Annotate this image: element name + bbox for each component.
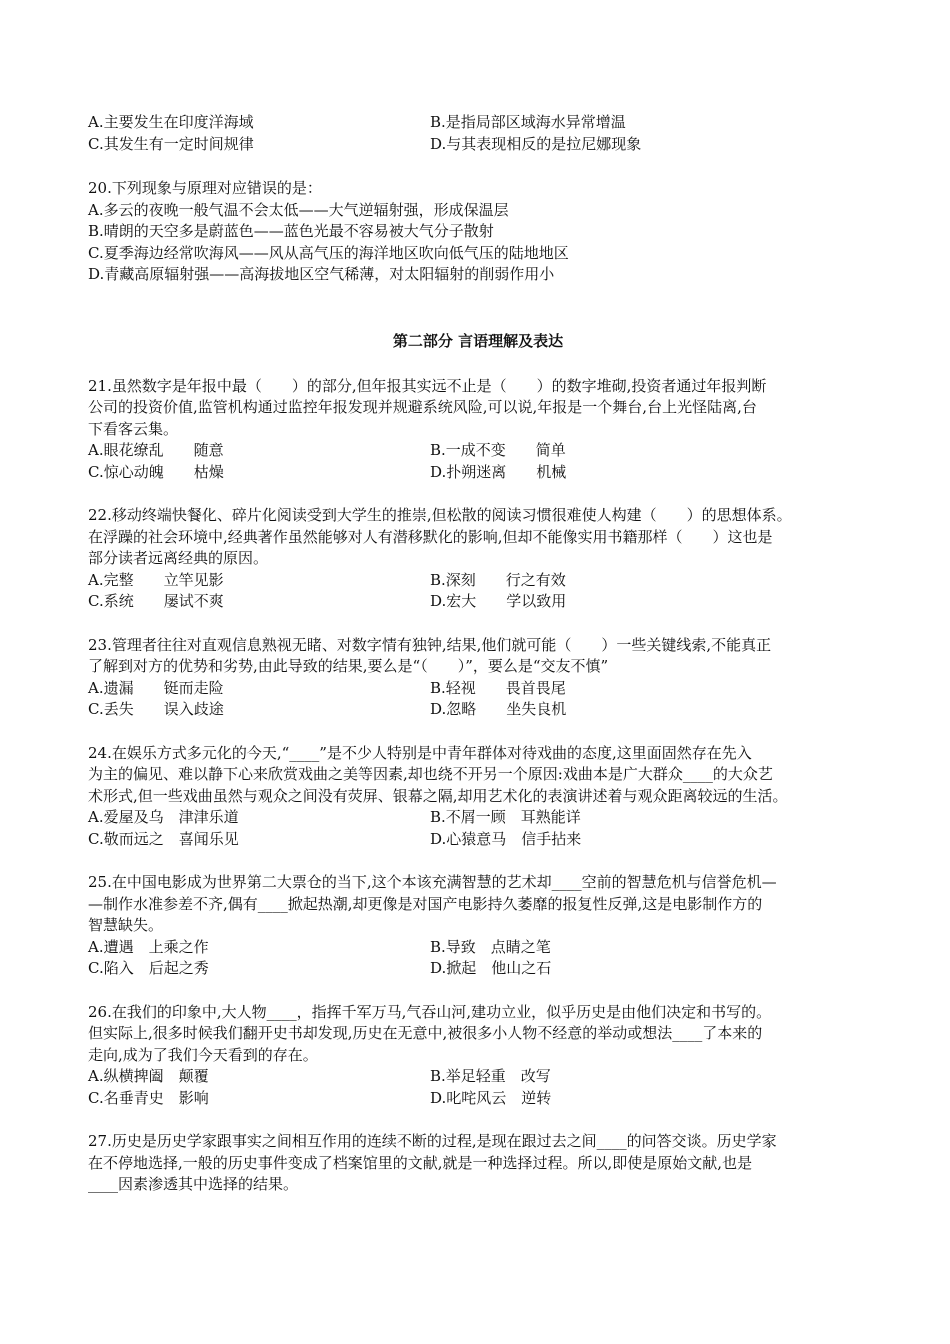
option-d: D.叱咤风云 逆转 [430, 1088, 552, 1107]
option-d: D.扑朔迷离 机械 [430, 462, 567, 481]
q19-options [88, 112, 868, 155]
question-24 [88, 743, 868, 851]
option-a: A.眼花缭乱 随意 [88, 441, 224, 459]
q19-option-b: B.是指局部区域海水异常增温 [430, 113, 626, 131]
question-stem-line: 公司的投资价值,监管机构通过监控年报发现并规避系统风险,可以说,年报是一个舞台,台上光怪陆离,台 [88, 398, 757, 416]
question-stem-line: 走向,成为了我们今天看到的存在。 [88, 1045, 318, 1064]
question-options [88, 440, 868, 483]
option-c: C.名垂青史 影响 [88, 1088, 209, 1107]
question-options [88, 807, 868, 850]
q19-option-a: A.主要发生在印度洋海域 [88, 113, 254, 131]
question-stem-line: 术形式,但一些戏曲虽然与观众之间没有荧屏、银幕之隔,却用艺术化的表演讲述着与观众距离较远的生活。 [88, 786, 788, 805]
question-23 [88, 635, 868, 721]
question-26 [88, 1002, 868, 1110]
option-c: C.敬而远之 喜闻乐见 [88, 829, 239, 848]
option-d: D.青藏高原辐射强——高海拔地区空气稀薄，对太阳辐射的削弱作用小 [88, 265, 555, 283]
question-21 [88, 376, 868, 484]
option-c: C.陷入 后起之秀 [88, 959, 209, 977]
question-22 [88, 505, 868, 613]
question-stem: 20.下列现象与原理对应错误的是： [88, 179, 322, 197]
question-stem-line: 了解到对方的优势和劣势,由此导致的结果,要么是“（ ）”，要么是“交友不慎” [88, 657, 609, 675]
question-stem-line: 21.虽然数字是年报中最（ ）的部分,但年报其实远不止是（ ）的数字堆砌,投资者通过年报判断 [88, 376, 767, 395]
option-c: C.惊心动魄 枯燥 [88, 462, 224, 481]
question-stem-line: 下看客云集。 [88, 419, 179, 438]
q19-option-d: D.与其表现相反的是拉尼娜现象 [430, 134, 642, 153]
question-stem-line: —制作水准参差不齐,偶有____掀起热潮,却更像是对国产电影持久萎靡的报复性反弹,这是电影制作方的 [88, 894, 763, 913]
question-stem-line: 25.在中国电影成为世界第二大票仓的当下,这个本该充满智慧的艺术却____空前的智慧危机与信誉危机— [88, 873, 777, 891]
option-d: D.宏大 学以致用 [430, 592, 567, 610]
question-stem-line: 22.移动终端快餐化、碎片化阅读受到大学生的推崇,但松散的阅读习惯很难使人构建（ ）的思想体系。 [88, 506, 792, 524]
option-b: B.不屑一顾 耳熟能详 [430, 808, 581, 826]
option-b: B.深刻 行之有效 [430, 570, 566, 589]
option-c: C.系统 屡试不爽 [88, 592, 224, 610]
option-a: A.遭遇 上乘之作 [88, 937, 209, 956]
question-27 [88, 1131, 868, 1196]
option-a: A.纵横捭阖 颠覆 [88, 1067, 209, 1085]
question-stem-line: 但实际上,很多时候我们翻开史书却发现,历史在无意中,被很多小人物不经意的举动或想法____了本来的 [88, 1024, 763, 1042]
question-stem-line: ____因素渗透其中选择的结果。 [88, 1175, 299, 1193]
option-c: C.丢失 误入歧途 [88, 700, 224, 718]
option-d: D.掀起 他山之石 [430, 959, 552, 977]
question-options [88, 570, 868, 613]
q19-option-c: C.其发生有一定时间规律 [88, 134, 254, 153]
option-a: A.完整 立竿见影 [88, 570, 224, 589]
option-a: A.爱屋及乌 津津乐道 [88, 808, 239, 826]
question-25 [88, 872, 868, 980]
option-d: D.忽略 坐失良机 [430, 700, 567, 718]
question-stem-line: 在不停地选择,一般的历史事件变成了档案馆里的文献,就是一种选择过程。所以,即使是原始文献,也是 [88, 1153, 753, 1172]
option-d: D.心猿意马 信手拈来 [430, 829, 582, 848]
question-20 [88, 178, 868, 286]
option-a: A.多云的夜晚一般气温不会太低——大气逆辐射强，形成保温层 [88, 200, 509, 219]
question-stem-line: 在浮躁的社会环境中,经典著作虽然能够对人有潜移默化的影响,但却不能像实用书籍那样（ ）这也是 [88, 527, 773, 546]
question-stem-line: 为主的偏见、难以静下心来欣赏戏曲之美等因素,却也绕不开另一个原因:戏曲本是广大群众____的大众艺 [88, 765, 773, 783]
question-options [88, 678, 868, 721]
document-page [88, 112, 868, 1196]
question-stem-line: 26.在我们的印象中,大人物____，指挥千军万马,气吞山河,建功立业，似乎历史是由他们决定和书写的。 [88, 1002, 772, 1021]
section-title: 第二部分 言语理解及表达 [392, 331, 564, 350]
option-b: B.晴朗的天空多是蔚蓝色——蓝色光最不容易被大气分子散射 [88, 222, 494, 240]
question-stem-line: 27.历史是历史学家跟事实之间相互作用的连续不断的过程,是现在跟过去之间____的问答交谈。历史学家 [88, 1132, 777, 1150]
question-options [88, 1066, 868, 1109]
option-b: B.导致 点睛之笔 [430, 937, 551, 956]
question-stem-line: 24.在娱乐方式多元化的今天,“____”是不少人特别是中青年群体对待戏曲的态度,这里面固然存在先入 [88, 743, 752, 762]
question-stem-line: 智慧缺失。 [88, 916, 164, 934]
option-c: C.夏季海边经常吹海风——风从高气压的海洋地区吹向低气压的陆地地区 [88, 243, 569, 262]
question-options [88, 937, 868, 980]
option-b: B.一成不变 简单 [430, 441, 566, 459]
option-b: B.举足轻重 改写 [430, 1067, 551, 1085]
option-b: B.轻视 畏首畏尾 [430, 678, 566, 697]
question-stem-line: 23.管理者往往对直观信息熟视无睹、对数字情有独钟,结果,他们就可能（ ）一些关键线索,不能真正 [88, 635, 772, 654]
option-a: A.遗漏 铤而走险 [88, 678, 224, 697]
question-stem-line: 部分读者远离经典的原因。 [88, 549, 269, 567]
